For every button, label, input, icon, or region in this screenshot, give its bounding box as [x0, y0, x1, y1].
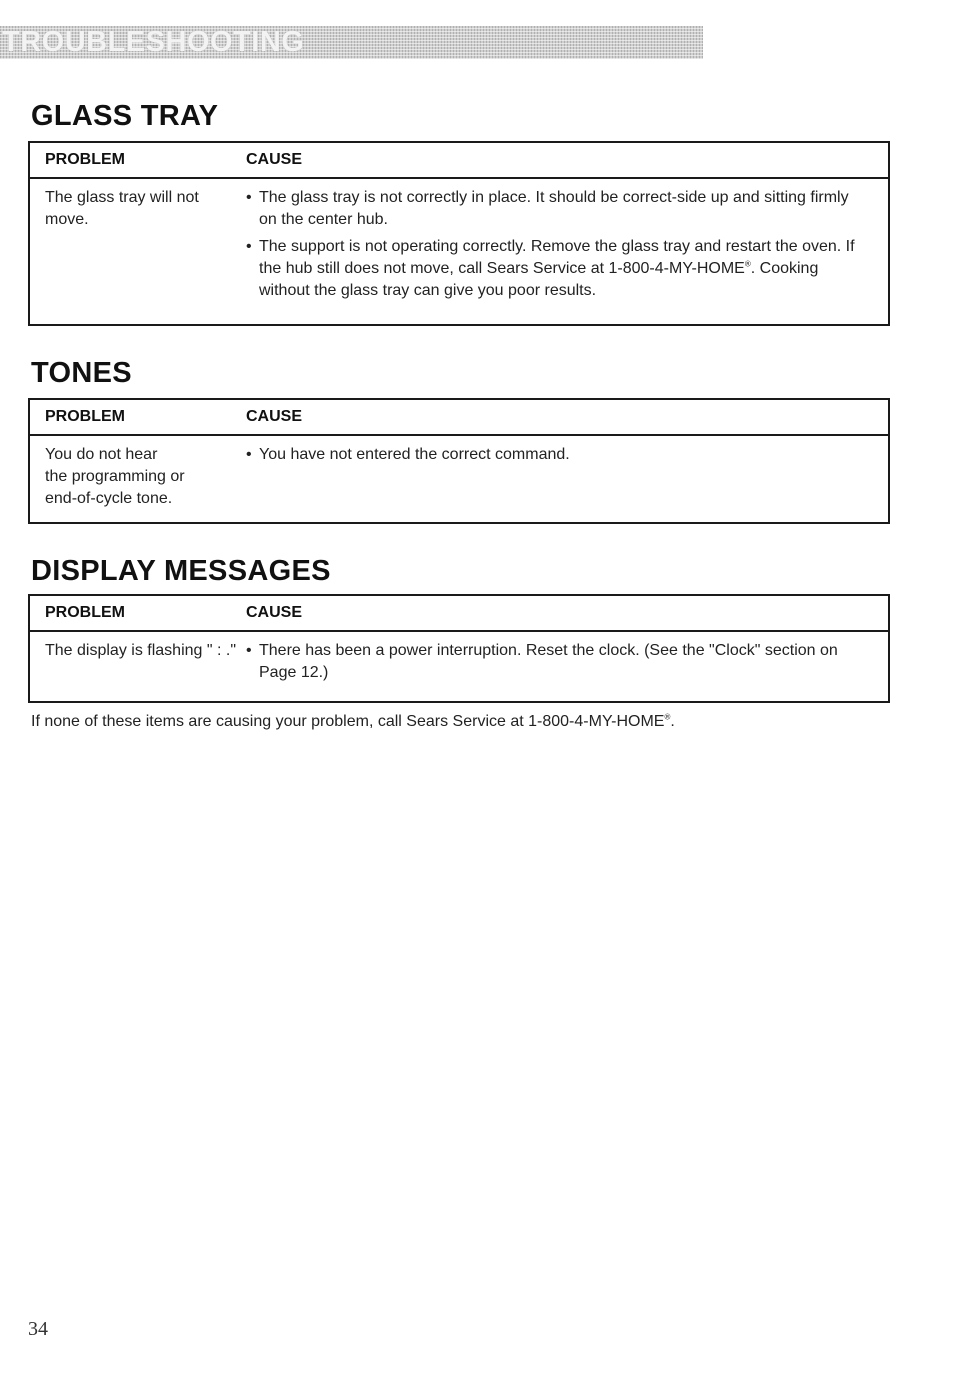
problem-column-header: PROBLEM: [45, 408, 125, 425]
problem-column-header: PROBLEM: [45, 604, 125, 621]
table-row: [30, 436, 888, 510]
table-header: [30, 400, 888, 436]
problem-column-header: PROBLEM: [45, 151, 125, 168]
cause-column-header: CAUSE: [246, 151, 303, 168]
troubleshooting-banner: [0, 26, 703, 59]
tones-table: [28, 398, 890, 524]
section-title-tones: TONES: [31, 357, 132, 389]
table-header: [30, 143, 888, 179]
problem-line: the programming or: [45, 468, 185, 485]
cause-item: [246, 444, 868, 466]
cause-column-header: CAUSE: [246, 408, 303, 425]
footer-text: If none of these items are causing your problem, call Sears Service at 1-800-4-MY-HOME: [31, 713, 665, 730]
banner-title: TROUBLESHOOTING: [2, 26, 305, 58]
cause-column-header: CAUSE: [246, 604, 303, 621]
cause-text-tail: . Cooking without the glass tray can give you poor results.: [259, 260, 819, 299]
registered-mark: ®: [744, 259, 751, 269]
section-title-display-messages: DISPLAY MESSAGES: [31, 555, 331, 587]
table-header: [30, 596, 888, 632]
table-row: [30, 632, 888, 689]
cause-cell: [246, 187, 888, 307]
cause-cell: [246, 640, 888, 689]
bullet: •: [246, 238, 252, 255]
cause-text: The glass tray is not correctly in place. It should be correct-side up and sitting firmly on the center hub.: [259, 189, 849, 228]
cause-text: The support is not operating correctly. Remove the glass tray and restart the oven. If the hub still does not move, call Sears Service at 1-800-4-MY-HOME: [259, 238, 855, 277]
footer-note: [31, 713, 675, 731]
cause-text: You have not entered the correct command.: [259, 446, 570, 463]
problem-line: end-of-cycle tone.: [45, 490, 173, 507]
cause-cell: [246, 444, 888, 510]
problem-cell: The glass tray will not move.: [45, 189, 199, 228]
table-row: [30, 179, 888, 307]
section-title-glass-tray: GLASS TRAY: [31, 100, 219, 132]
problem-cell: The display is flashing " : .": [45, 642, 236, 659]
cause-text: There has been a power interruption. Reset the clock. (See the "Clock" section on Page 12.): [259, 642, 838, 681]
bullet: •: [246, 446, 252, 463]
page-number: 34: [28, 1318, 48, 1340]
bullet: •: [246, 642, 252, 659]
glass-tray-table: [28, 141, 890, 326]
footer-tail: .: [670, 713, 675, 730]
bullet: •: [246, 189, 252, 206]
registered-mark: ®: [664, 712, 671, 722]
cause-item: [246, 640, 868, 684]
display-messages-table: [28, 594, 890, 703]
cause-item: [246, 187, 868, 231]
problem-line: You do not hear: [45, 446, 158, 463]
cause-item: [246, 236, 868, 302]
problem-cell: [30, 444, 246, 510]
